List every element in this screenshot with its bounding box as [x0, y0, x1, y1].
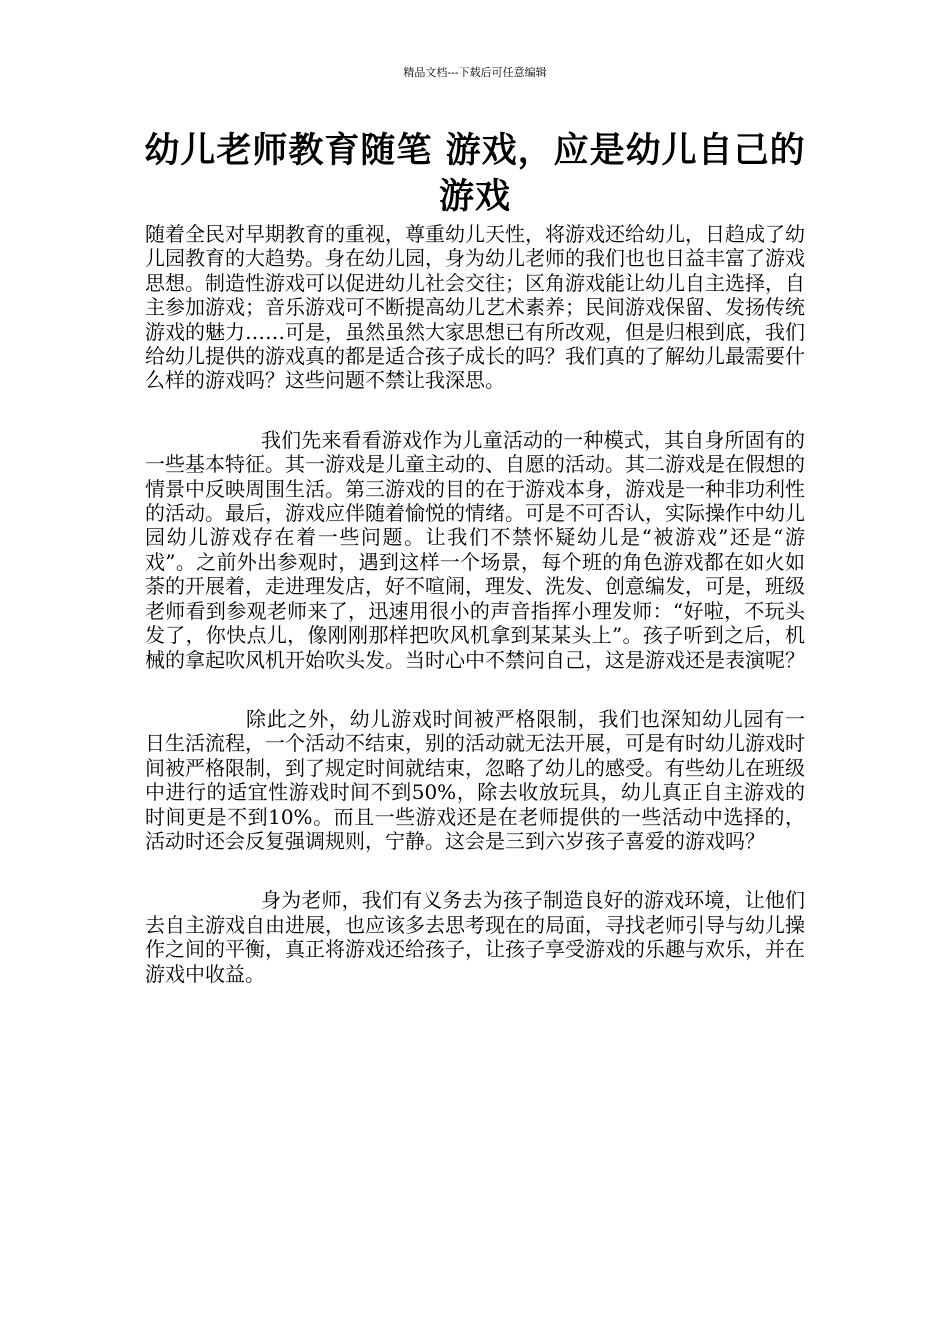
document-title: 幼儿老师教育随笔 游戏，应是幼儿自己的游戏	[144, 131, 806, 217]
paragraph-4: 身为老师，我们有义务去为孩子制造良好的游戏环境，让他们去自主游戏自由进展，也应该多去思考现在的局面，寻找老师引导与幼儿操作之间的平衡，真正将游戏还给孩子，让孩子享受游戏的乐趣与欢乐，并在游戏中收益。	[145, 888, 805, 986]
paragraph-1: 随着全民对早期教育的重视，尊重幼儿天性，将游戏还给幼儿，日趋成了幼儿园教育的大趋势。身在幼儿园，身为幼儿老师的我们也也日益丰富了游戏思想。制造性游戏可以促进幼儿社会交往；区角游戏能让幼儿自主选择，自主参加游戏；音乐游戏可不断提高幼儿艺术素养；民间游戏保留、发扬传统游戏的魅力……可是，虽然虽然大家思想已有所改观，但是归根到底，我们给幼儿提供的游戏真的都是适合孩子成长的吗？我们真的了解幼儿最需要什么样的游戏吗？这些问题不禁让我深思。	[145, 222, 805, 393]
paragraph-2: 我们先来看看游戏作为儿童活动的一种模式，其自身所固有的一些基本特征。其一游戏是儿童主动的、自愿的活动。其二游戏是在假想的情景中反映周围生活。第三游戏的目的在于游戏本身，游戏是一种非功利性的活动。最后，游戏应伴随着愉悦的情绪。可是不可否认，实际操作中幼儿园幼儿游戏存在着一些问题。让我们不禁怀疑幼儿是“被游戏”还是“游戏”。之前外出参观时，遇到这样一个场景，每个班的角色游戏都在如火如荼的开展着，走进理发店，好不喧闹，理发、洗发、创意编发，可是，班级老师看到参观老师来了，迅速用很小的声音指挥小理发师：“好啦，不玩头发了，你快点儿，像刚刚那样把吹风机拿到某某头上”。孩子听到之后，机械的拿起吹风机开始吹头发。当时心中不禁问自己，这是游戏还是表演呢？	[145, 427, 805, 672]
document-body	[145, 222, 805, 986]
header-note: 精品文档---下载后可任意编辑	[403, 66, 547, 79]
paragraph-gap	[145, 672, 805, 707]
paragraph-gap	[145, 393, 805, 428]
paragraph-3: 除此之外，幼儿游戏时间被严格限制，我们也深知幼儿园有一日生活流程，一个活动不结束，别的活动就无法开展，可是有时幼儿游戏时间被严格限制，到了规定时间就结束，忽略了幼儿的感受。有些幼儿在班级中进行的适宜性游戏时间不到50%，除去收放玩具，幼儿真正自主游戏的时间更是不到10%。而且一些游戏还是在老师提供的一些活动中选择的，活动时还会反复强调规则，宁静。这会是三到六岁孩子喜爱的游戏吗？	[145, 706, 805, 853]
paragraph-gap	[145, 853, 805, 888]
